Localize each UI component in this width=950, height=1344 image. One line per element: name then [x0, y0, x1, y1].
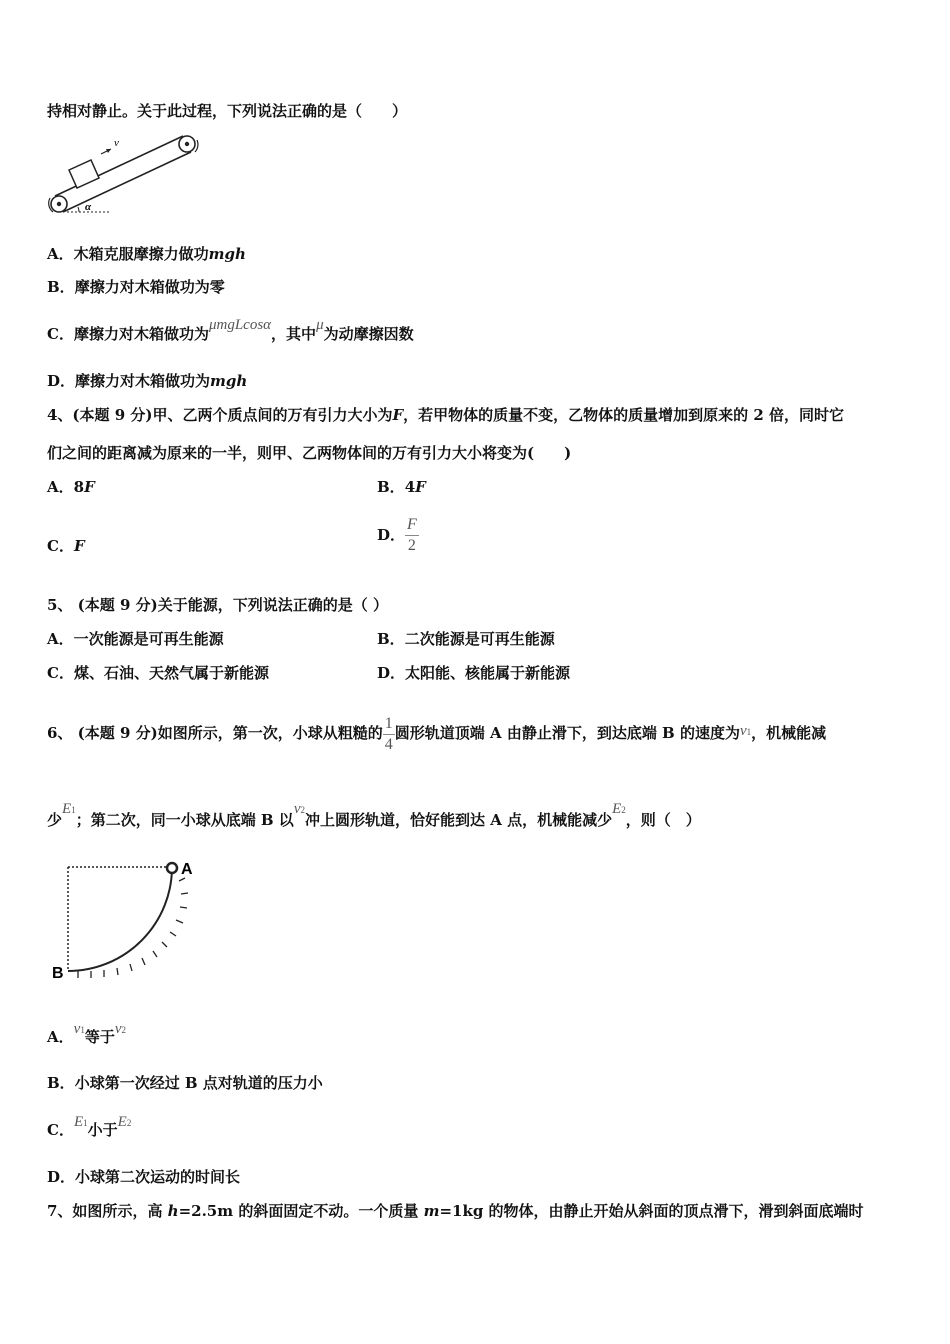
q5-option-d[interactable]: D．太阳能、核能属于新能源	[377, 664, 571, 682]
q6-stem-line1: 6、 (本题 9 分)如图所示，第一次，小球从粗糙的 $\frac{1}{4}$ 圆形轨道顶端 A 由静止滑下，到达底端 B 的速度为v1，机械能减	[47, 714, 827, 753]
q3-option-b[interactable]: B．摩擦力对木箱做功为零	[47, 278, 225, 296]
q4-stem-line1: 4、(本题 9 分)甲、乙两个质点间的万有引力大小为F，若甲物体的质量不变，乙物体的质量增加到原来的 2 倍，同时它	[47, 406, 845, 424]
point-b-label: B	[52, 965, 64, 982]
symbol-e1: E1	[62, 801, 76, 817]
q4-option-c[interactable]: C．F	[47, 537, 85, 555]
symbol-v2: v2	[293, 801, 305, 817]
q4-option-b[interactable]: B．4F	[377, 478, 426, 496]
ball	[167, 863, 177, 873]
fraction-one-quarter: $\frac{1}{4}$	[384, 714, 393, 753]
q5-option-b[interactable]: B．二次能源是可再生能源	[377, 630, 555, 648]
point-a-label: A	[181, 861, 193, 878]
q4-stem-line2: 们之间的距离减为原来的一半，则甲、乙两物体间的万有引力大小将变为( )	[47, 444, 572, 462]
q5-option-a[interactable]: A．一次能源是可再生能源	[47, 630, 224, 648]
q6-option-a[interactable]: A．v1等于v2	[47, 1021, 126, 1046]
q5-stem: 5、 (本题 9 分)关于能源，下列说法正确的是（ ）	[47, 596, 388, 614]
symbol-e2: E2	[612, 801, 626, 817]
q3-stem: 持相对静止。关于此过程，下列说法正确的是（ ）	[47, 102, 408, 120]
quarter-circle-track-figure	[50, 855, 210, 985]
q4-option-d[interactable]: D． $\frac{F}{2}$	[377, 515, 417, 554]
fraction-f-over-2: $\frac{F}{2}$	[407, 515, 417, 554]
wooden-box	[69, 160, 99, 188]
q3-option-a[interactable]: A．木箱克服摩擦力做功mgh	[47, 245, 246, 263]
q4-option-a[interactable]: A．8F	[47, 478, 95, 496]
q6-stem-line2: 少E1；第二次，同一小球从底端 B 以v2冲上圆形轨道，恰好能到达 A 点，机械能减少E2，则（ ）	[47, 801, 701, 829]
formula-mu: μ	[316, 317, 324, 333]
q6-option-d[interactable]: D．小球第二次运动的时间长	[47, 1168, 241, 1186]
q7-stem: 7、如图所示，高 h=2.5m 的斜面固定不动。一个质量 m=1kg 的物体，由静止开始从斜面的顶点滑下，滑到斜面底端时	[47, 1202, 864, 1220]
q6-option-b[interactable]: B．小球第一次经过 B 点对轨道的压力小	[47, 1074, 323, 1092]
velocity-label: v	[114, 137, 119, 149]
formula-friction-work: μmgLcosα	[208, 317, 272, 333]
q3-option-c[interactable]: C．摩擦力对木箱做功为μmgLcosα，其中μ为动摩擦因数	[47, 317, 414, 343]
q5-option-c[interactable]: C．煤、石油、天然气属于新能源	[47, 664, 269, 682]
symbol-v1: v1	[739, 723, 752, 739]
q6-option-c[interactable]: C．E1小于E2	[47, 1114, 132, 1139]
q3-option-d[interactable]: D．摩擦力对木箱做功为mgh	[47, 372, 248, 390]
conveyor-belt-figure	[45, 132, 205, 216]
angle-label: α	[85, 201, 92, 213]
